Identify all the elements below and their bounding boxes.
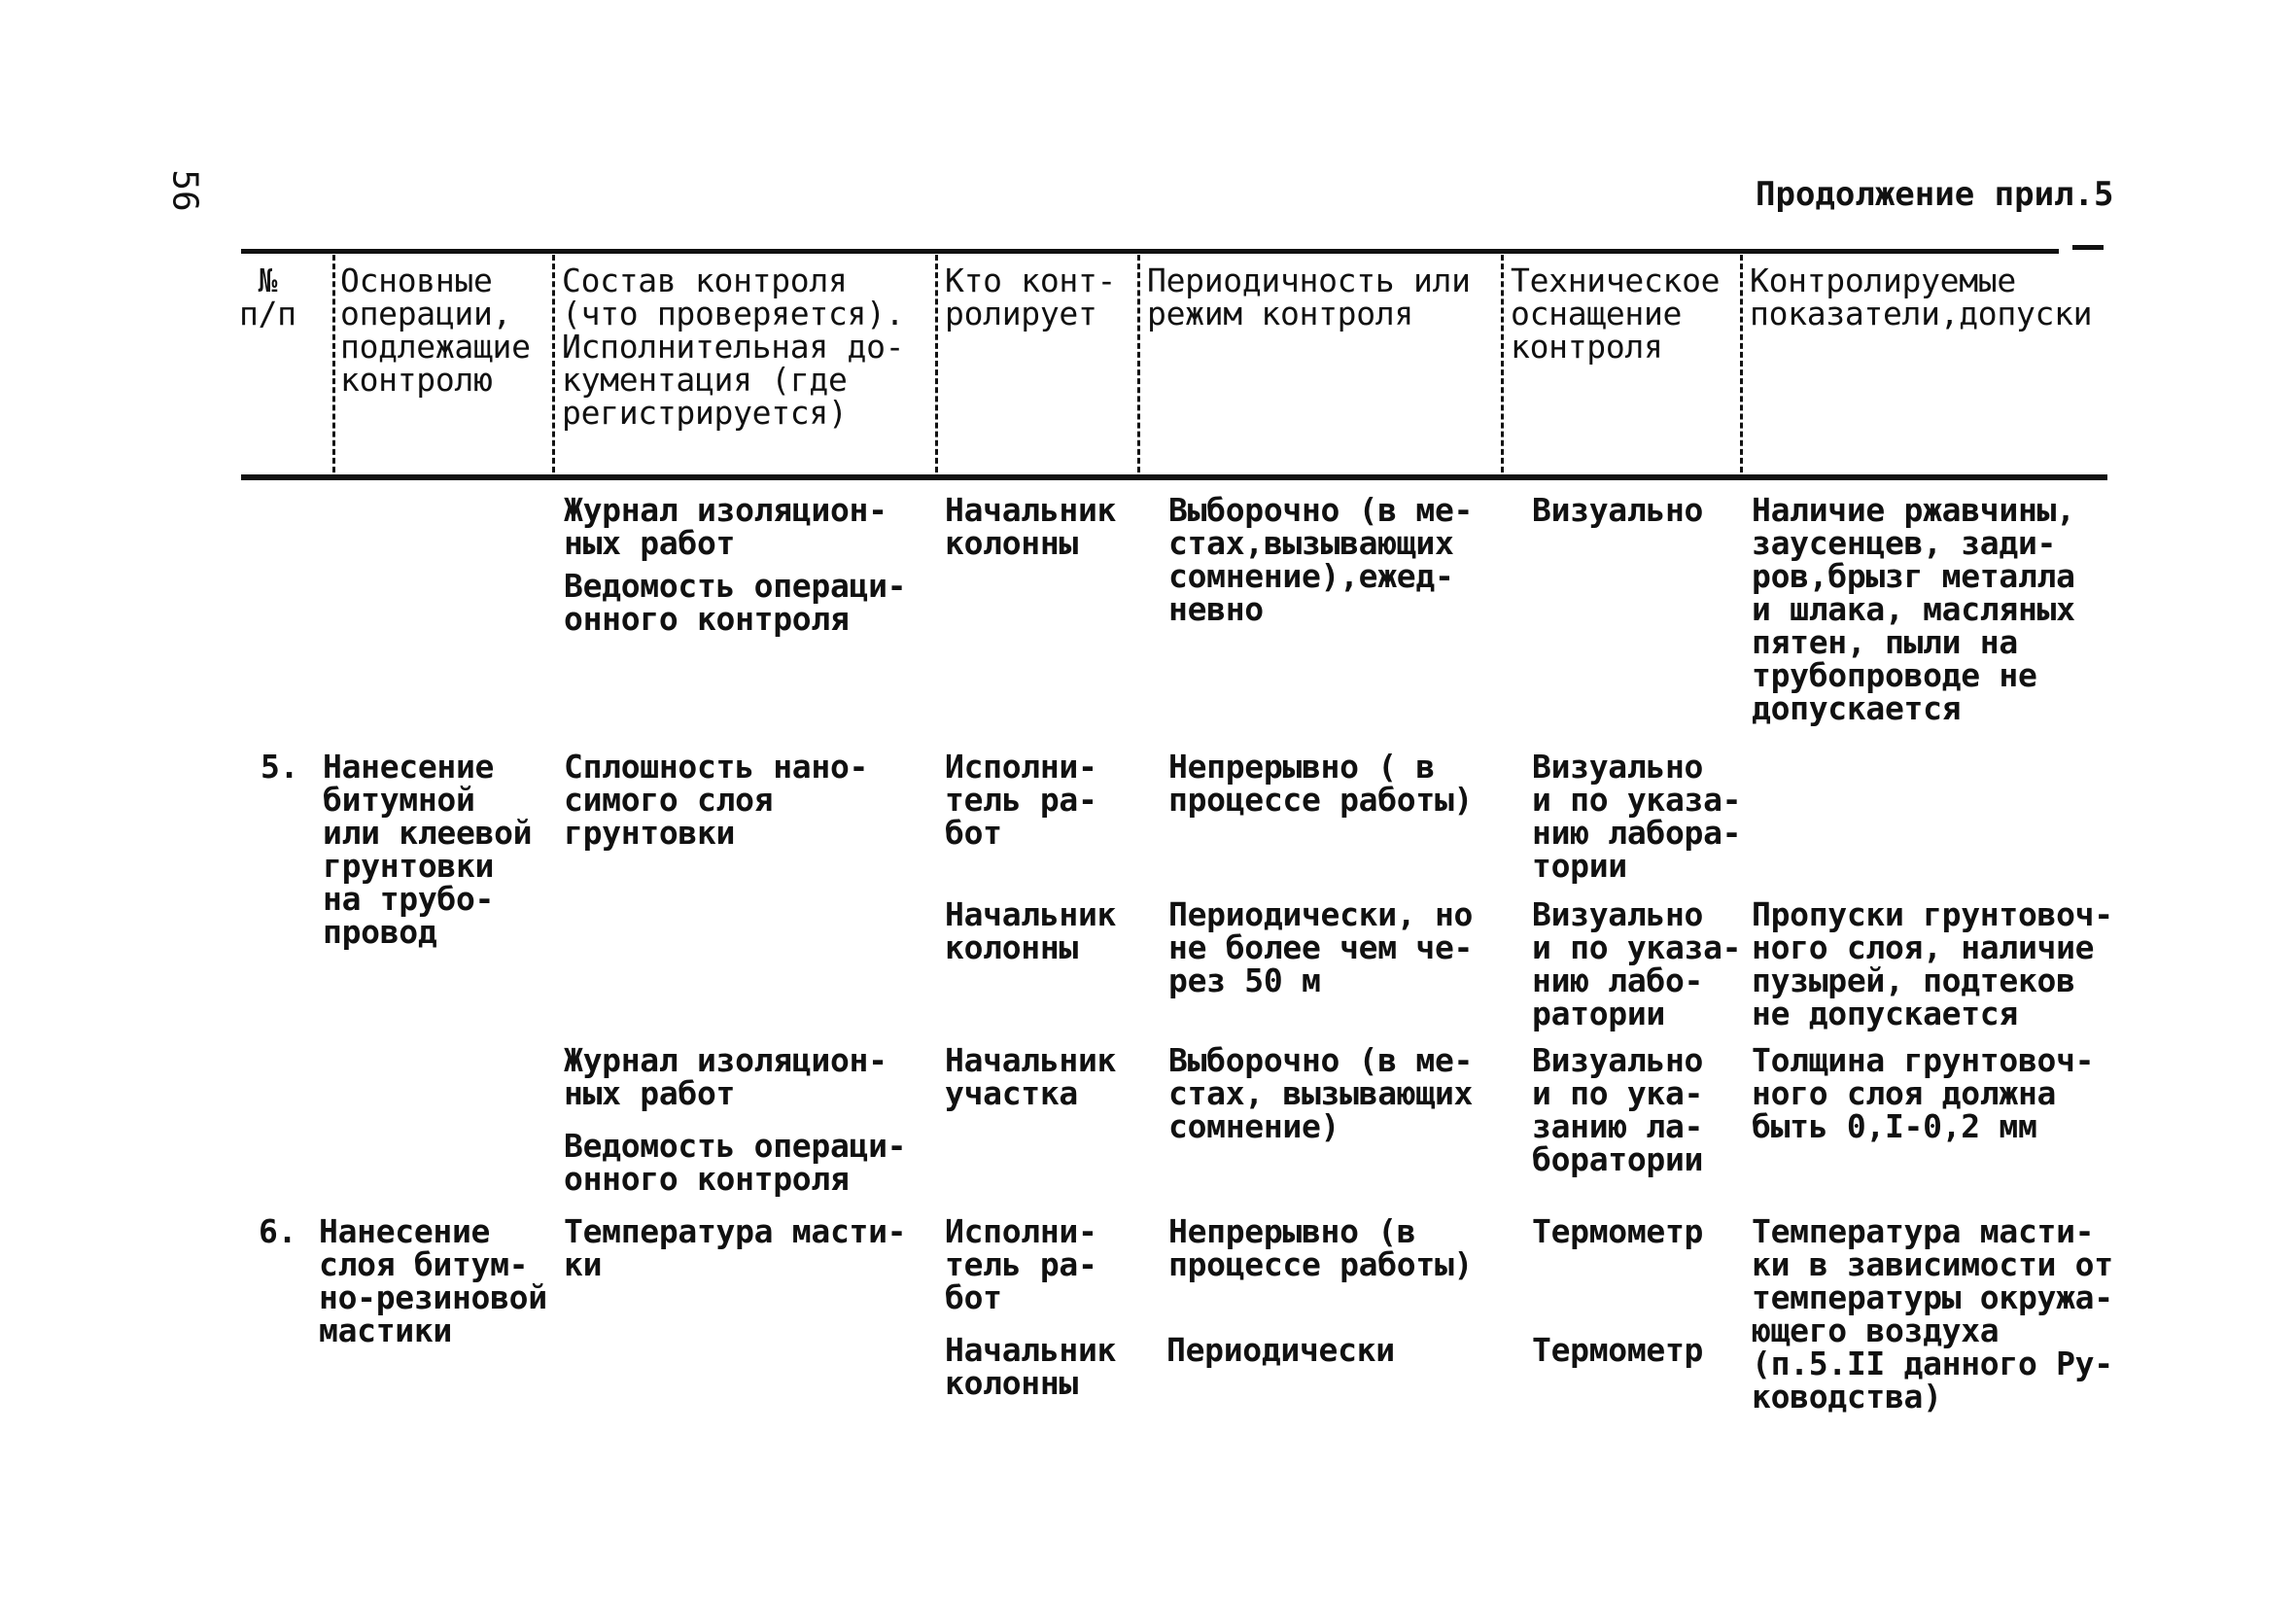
header-indicators: Контролируемые показатели,допуски (1750, 262, 2093, 332)
cell-composition: Журнал изоляцион- ных работ (564, 1041, 887, 1112)
cell-periodicity: Выборочно (в ме- стах,вызывающих сомнение),ежед- невно (1168, 491, 1474, 628)
col-separator (1501, 255, 1504, 472)
col-separator (552, 255, 555, 472)
cell-equipment: Визуально и по ука- занию ла- боратории (1532, 1041, 1704, 1178)
header-periodicity: Периодичность или режим контроля (1147, 262, 1471, 332)
cell-equipment: Визуально и по указа- нию лабо- ратории (1532, 895, 1742, 1032)
cell-who: Начальник колонны (945, 895, 1117, 966)
cell-periodicity: Периодически (1166, 1331, 1395, 1369)
header-operations: Основные операции, подлежащие контролю (340, 262, 531, 399)
cell-equipment: Термометр (1532, 1331, 1704, 1369)
cell-periodicity: Непрерывно (в процессе работы) (1168, 1212, 1474, 1283)
col-separator (935, 255, 938, 472)
page-number: 56 (164, 169, 205, 212)
cell-number: 6. (259, 1212, 297, 1250)
cell-who: Исполни- тель ра- бот (945, 748, 1097, 852)
cell-operation: Нанесение слоя битум- но-резиновой мастики (319, 1212, 547, 1349)
cell-composition: Температура масти- ки (564, 1212, 907, 1283)
cell-periodicity: Выборочно (в ме- стах, вызывающих сомнение) (1168, 1041, 1474, 1145)
col-separator (332, 255, 335, 472)
cell-composition-extra: Ведомость операци- онного контроля (564, 1127, 907, 1198)
cell-operation: Нанесение битумной или клеевой грунтовки на трубо- провод (323, 748, 533, 951)
col-separator (1740, 255, 1743, 472)
continuation-label: Продолжение прил.5 (1756, 175, 2114, 214)
cell-who: Начальник колонны (945, 491, 1117, 562)
header-composition: Состав контроля (что проверяется). Исполнительная до- кументация (где регистрируется) (562, 262, 905, 432)
cell-who: Начальник колонны (945, 1331, 1117, 1402)
cell-indicators: Температура масти- ки в зависимости от температуры окружа- ющего воздуха (п.5.II данного Ру- ководства) (1752, 1212, 2113, 1416)
cell-composition: Журнал изоляцион- ных работ (564, 491, 887, 562)
table-top-rule-tail (2072, 245, 2104, 250)
cell-number: 5. (261, 748, 299, 786)
cell-composition: Сплошность нано- симого слоя грунтовки (564, 748, 869, 852)
header-bottom-rule (241, 474, 2107, 480)
cell-equipment: Визуально (1532, 491, 1704, 529)
cell-indicators: Наличие ржавчины, заусенцев, зади- ров,брызг металла и шлака, масляных пятен, пыли на трубопроводе не допускается (1752, 491, 2075, 727)
cell-indicators: Толщина грунтовоч- ного слоя должна быть 0,I-0,2 мм (1752, 1041, 2095, 1145)
cell-who: Начальник участка (945, 1041, 1117, 1112)
header-equipment: Техническое оснащение контроля (1511, 262, 1721, 366)
header-number: № п/п (239, 262, 296, 332)
cell-periodicity: Непрерывно ( в процессе работы) (1168, 748, 1474, 819)
cell-equipment: Термометр (1532, 1212, 1704, 1250)
col-separator (1137, 255, 1140, 472)
cell-indicators: Пропуски грунтовоч- ного слоя, наличие пузырей, подтеков не допускается (1752, 895, 2113, 1032)
header-who: Кто конт- ролирует (945, 262, 1117, 332)
cell-periodicity: Периодически, но не более чем че- рез 50 м (1168, 895, 1474, 999)
cell-composition-extra: Ведомость операци- онного контроля (564, 567, 907, 638)
cell-who: Исполни- тель ра- бот (945, 1212, 1097, 1316)
cell-equipment: Визуально и по указа- нию лабора- тории (1532, 748, 1742, 885)
table-top-rule (241, 249, 2059, 254)
